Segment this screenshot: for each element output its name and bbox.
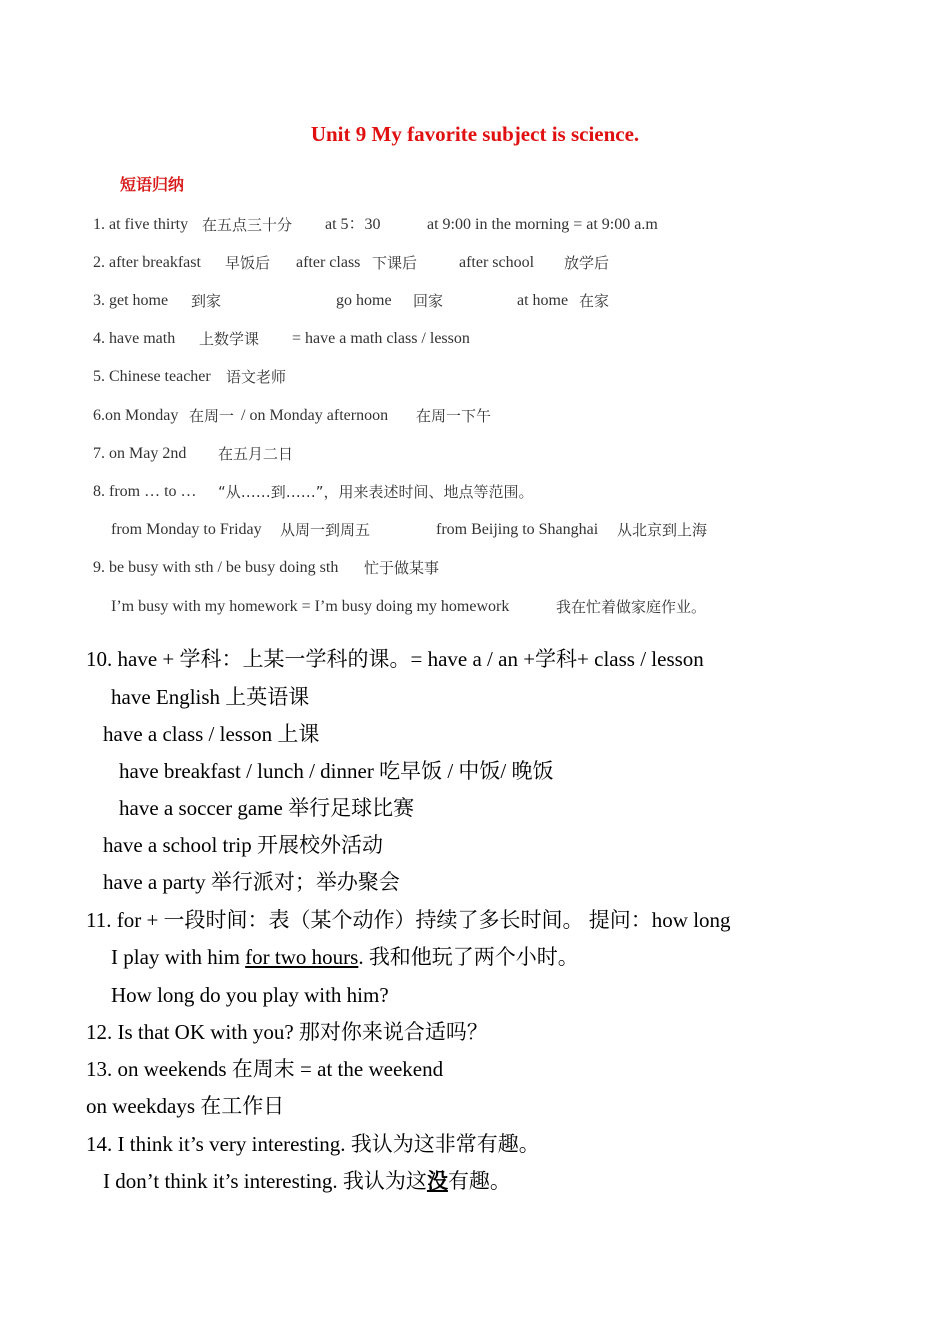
note-line-10d: have a soccer game 举行足球比赛 — [119, 796, 415, 820]
emphasized-word: 没 — [426, 1169, 448, 1193]
section-heading: 短语归纳 — [120, 175, 185, 194]
note-line-13a: on weekdays 在工作日 — [86, 1094, 285, 1118]
note-line-12: 12. Is that OK with you? 那对你来说合适吗？ — [86, 1020, 488, 1044]
note-line-10f: have a party 举行派对；举办聚会 — [103, 870, 400, 894]
document-page: Unit 9 My favorite subject is science. 短语归纳 1. at five thirty 在五点三十分 at 5：30 at 9:00 in the morning = at 9:00 a.m 2. after breakfast 早饭后 after class 下课后 after school 放学后 3. get home 到家 go home 回家 at home 在家 4. have math 上数学课 = have a math class / lesson 5. Chinese teacher 语文老师 6.on Monday 在周一 / on Monday afternoon 在周一下午 7. on May 2nd 在五月二日 8. from … to … “从……到……”，用来表述时间、地点等范围。 from Monday to Friday 从周一到周五 from Beijing to Shanghai 从北京到上海 9. be busy with sth / be busy doing sth 忙于做某事 I’m busy with my homework = I’m busy doing my homework 我在忙着做家庭作业。 10. have + 学科：上某一学科的课。= have a / an +学科+ class / lesson have English 上英语课 have a class / lesson 上课 have breakfast / lunch / dinner 吃早饭 / 中饭/ 晚饭 have a soccer game 举行足球比赛 have a school trip 开展校外活动 have a party 举行派对；举办聚会 11. for + 一段时间：表（某个动作）持续了多长时间。 提问：how long I play with him for two hours. 我和他玩了两个小时。 How long do you play with him? 12. Is that OK with you? 那对你来说合适吗？ 13. on weekends 在周末 = at the weekend on weekdays 在工作日 14. I think it’s very interesting. 我认为这非常有趣。 I don’t think it’s interesting. 我认为这没有趣。 — [0, 0, 950, 1344]
page-title: Unit 9 My favorite subject is science. — [310, 122, 640, 146]
note-line-10c: have breakfast / lunch / dinner 吃早饭 / 中饭/ 晚饭 — [119, 759, 554, 783]
note-line-10e: have a school trip 开展校外活动 — [103, 833, 383, 857]
note-line-11a: I play with him for two hours. 我和他玩了两个小时。 — [111, 945, 579, 969]
underlined-phrase: for two hours — [245, 945, 359, 969]
note-line-11: 11. for + 一段时间：表（某个动作）持续了多长时间。 提问：how long — [86, 908, 731, 932]
note-line-14: 14. I think it’s very interesting. 我认为这非常有趣。 — [86, 1132, 540, 1156]
note-line-14a: I don’t think it’s interesting. 我认为这没有趣。 — [103, 1169, 511, 1193]
note-line-10a: have English 上英语课 — [111, 685, 310, 709]
note-line-10: 10. have + 学科：上某一学科的课。= have a / an +学科+ class / lesson — [86, 647, 704, 671]
note-line-10b: have a class / lesson 上课 — [103, 722, 320, 746]
note-line-11b: How long do you play with him? — [111, 983, 389, 1007]
note-line-13: 13. on weekends 在周末 = at the weekend — [86, 1057, 444, 1081]
